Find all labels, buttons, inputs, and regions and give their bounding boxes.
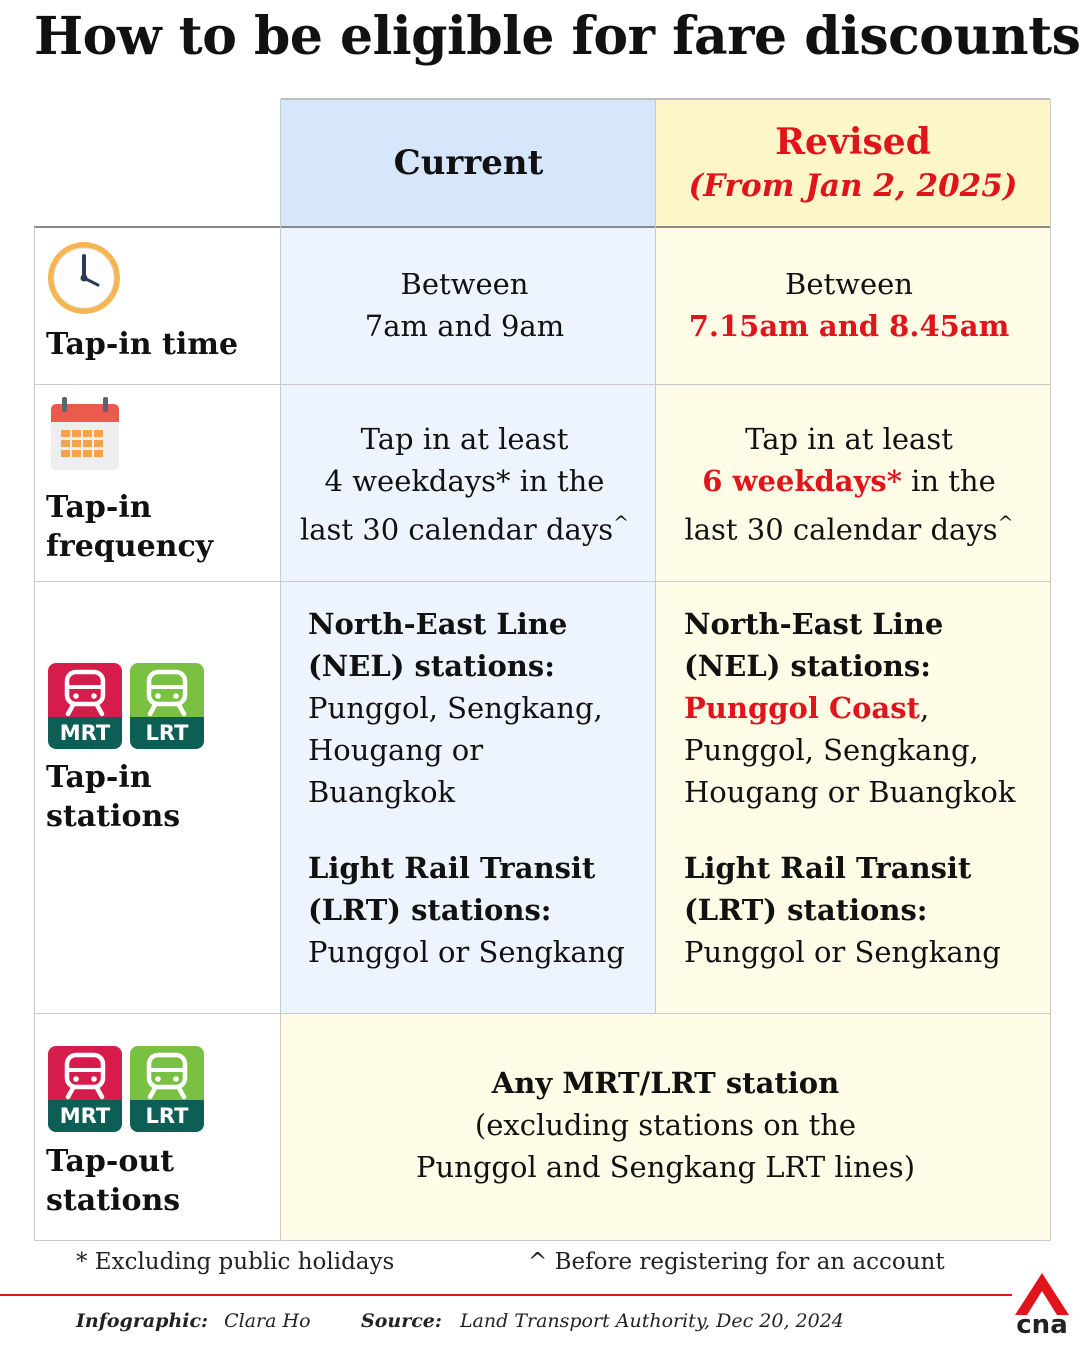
row-label-tap-in-stations (46, 758, 180, 836)
text-line: Any MRT/LRT station (491, 1066, 840, 1100)
header-current-label: Current (393, 143, 544, 183)
header-current (281, 99, 656, 227)
mrt-badge-label: MRT (48, 717, 122, 749)
text-line: Punggol, Sengkang, (308, 691, 603, 725)
text-line: , (919, 691, 930, 725)
cna-logo-text: cna (1016, 1310, 1068, 1340)
mrt-badge (48, 663, 122, 749)
grid-line (34, 1240, 1050, 1241)
grid-line (34, 581, 1050, 582)
text-line: Punggol, Sengkang, (684, 733, 979, 767)
credit-value: Land Transport Authority, Dec 20, 2024 (459, 1310, 844, 1332)
revised-tap-in-time (656, 263, 1042, 347)
header-revised-label: Revised (775, 121, 931, 163)
text-line: Tap-in (46, 490, 152, 525)
text-line: Punggol or Sengkang (684, 935, 1001, 969)
lrt-heading: (LRT) stations: (308, 893, 552, 927)
lrt-heading: Light Rail Transit (308, 851, 596, 885)
nel-heading: North-East Line (308, 607, 568, 641)
grid-line (34, 1013, 1050, 1014)
text-line: Tap-in (46, 760, 152, 795)
caret-marker: ^ (997, 512, 1014, 534)
train-icon (130, 663, 204, 717)
header-revised-date: (From Jan 2, 2025) (688, 168, 1018, 204)
text-line: Tap in at least (745, 422, 953, 456)
text-line: last 30 calendar days (684, 512, 998, 547)
text-line: 7am and 9am (364, 309, 565, 343)
text-line: Hougang or (308, 733, 484, 767)
text-line: Buangkok (308, 775, 456, 809)
text-line: 4 weekdays* in the (324, 464, 605, 498)
lrt-badge (130, 1046, 204, 1132)
footnote-public-holidays: * Excluding public holidays (76, 1249, 395, 1275)
tap-out-stations-text (281, 1062, 1050, 1188)
train-icon (48, 663, 122, 717)
footer-divider (0, 1294, 1012, 1296)
credit-value: Clara Ho (224, 1310, 311, 1332)
lrt-badge-label: LRT (130, 1100, 204, 1132)
highlighted-weekdays: 6 weekdays* (702, 464, 902, 498)
text-line: Punggol or Sengkang (308, 935, 625, 969)
grid-line (281, 98, 1050, 100)
grid-line (34, 384, 1050, 385)
text-line: Between (785, 267, 913, 301)
credit-label: Infographic: (76, 1310, 209, 1332)
grid-line (655, 99, 656, 1014)
footnote-before-registering: ^ Before registering for an account (528, 1249, 945, 1275)
text-line: Hougang or Buangkok (684, 775, 1016, 809)
caret-marker: ^ (613, 512, 630, 534)
text-line: frequency (46, 529, 214, 564)
revised-tap-in-stations (684, 603, 1048, 973)
header-revised (656, 99, 1050, 227)
text-line: last 30 calendar days (299, 512, 614, 547)
page-title: How to be eligible for fare discounts (34, 6, 1080, 67)
train-icon (130, 1046, 204, 1100)
text-line: (excluding stations on the (474, 1108, 857, 1142)
row-label-tap-out-stations (46, 1142, 180, 1220)
mrt-badge-label: MRT (48, 1100, 122, 1132)
nel-heading: North-East Line (684, 607, 944, 641)
cna-logo (1014, 1272, 1070, 1342)
grid-line (34, 227, 35, 1241)
text-line: Between (400, 267, 529, 301)
nel-heading: (NEL) stations: (308, 649, 555, 683)
row-label-tap-in-time: Tap-in time (46, 327, 239, 362)
current-tap-in-time (281, 263, 648, 347)
grid-line (1050, 99, 1051, 1241)
credit-infographic (76, 1310, 311, 1332)
current-tap-in-stations (308, 603, 653, 973)
lrt-heading: Light Rail Transit (684, 851, 972, 885)
text-line: Tap in at least (360, 422, 569, 456)
lrt-badge (130, 663, 204, 749)
credit-label: Source: (361, 1310, 442, 1332)
text-line: stations (46, 1183, 181, 1218)
lrt-badge-label: LRT (130, 717, 204, 749)
clock-icon (46, 240, 122, 316)
text-line: Punggol and Sengkang LRT lines) (415, 1150, 916, 1184)
train-icon (48, 1046, 122, 1100)
revised-tap-in-frequency (656, 418, 1042, 551)
calendar-icon (50, 396, 120, 472)
text-line: in the (901, 464, 996, 498)
text-line: Tap-out (46, 1144, 174, 1179)
nel-heading: (NEL) stations: (684, 649, 931, 683)
highlighted-time: 7.15am and 8.45am (688, 309, 1010, 343)
mrt-badge (48, 1046, 122, 1132)
credit-source (361, 1310, 844, 1332)
current-tap-in-frequency (281, 418, 648, 551)
grid-line (34, 226, 1050, 228)
highlighted-station: Punggol Coast (684, 691, 920, 725)
text-line: stations (46, 799, 181, 834)
row-label-tap-in-frequency (46, 488, 213, 566)
lrt-heading: (LRT) stations: (684, 893, 928, 927)
